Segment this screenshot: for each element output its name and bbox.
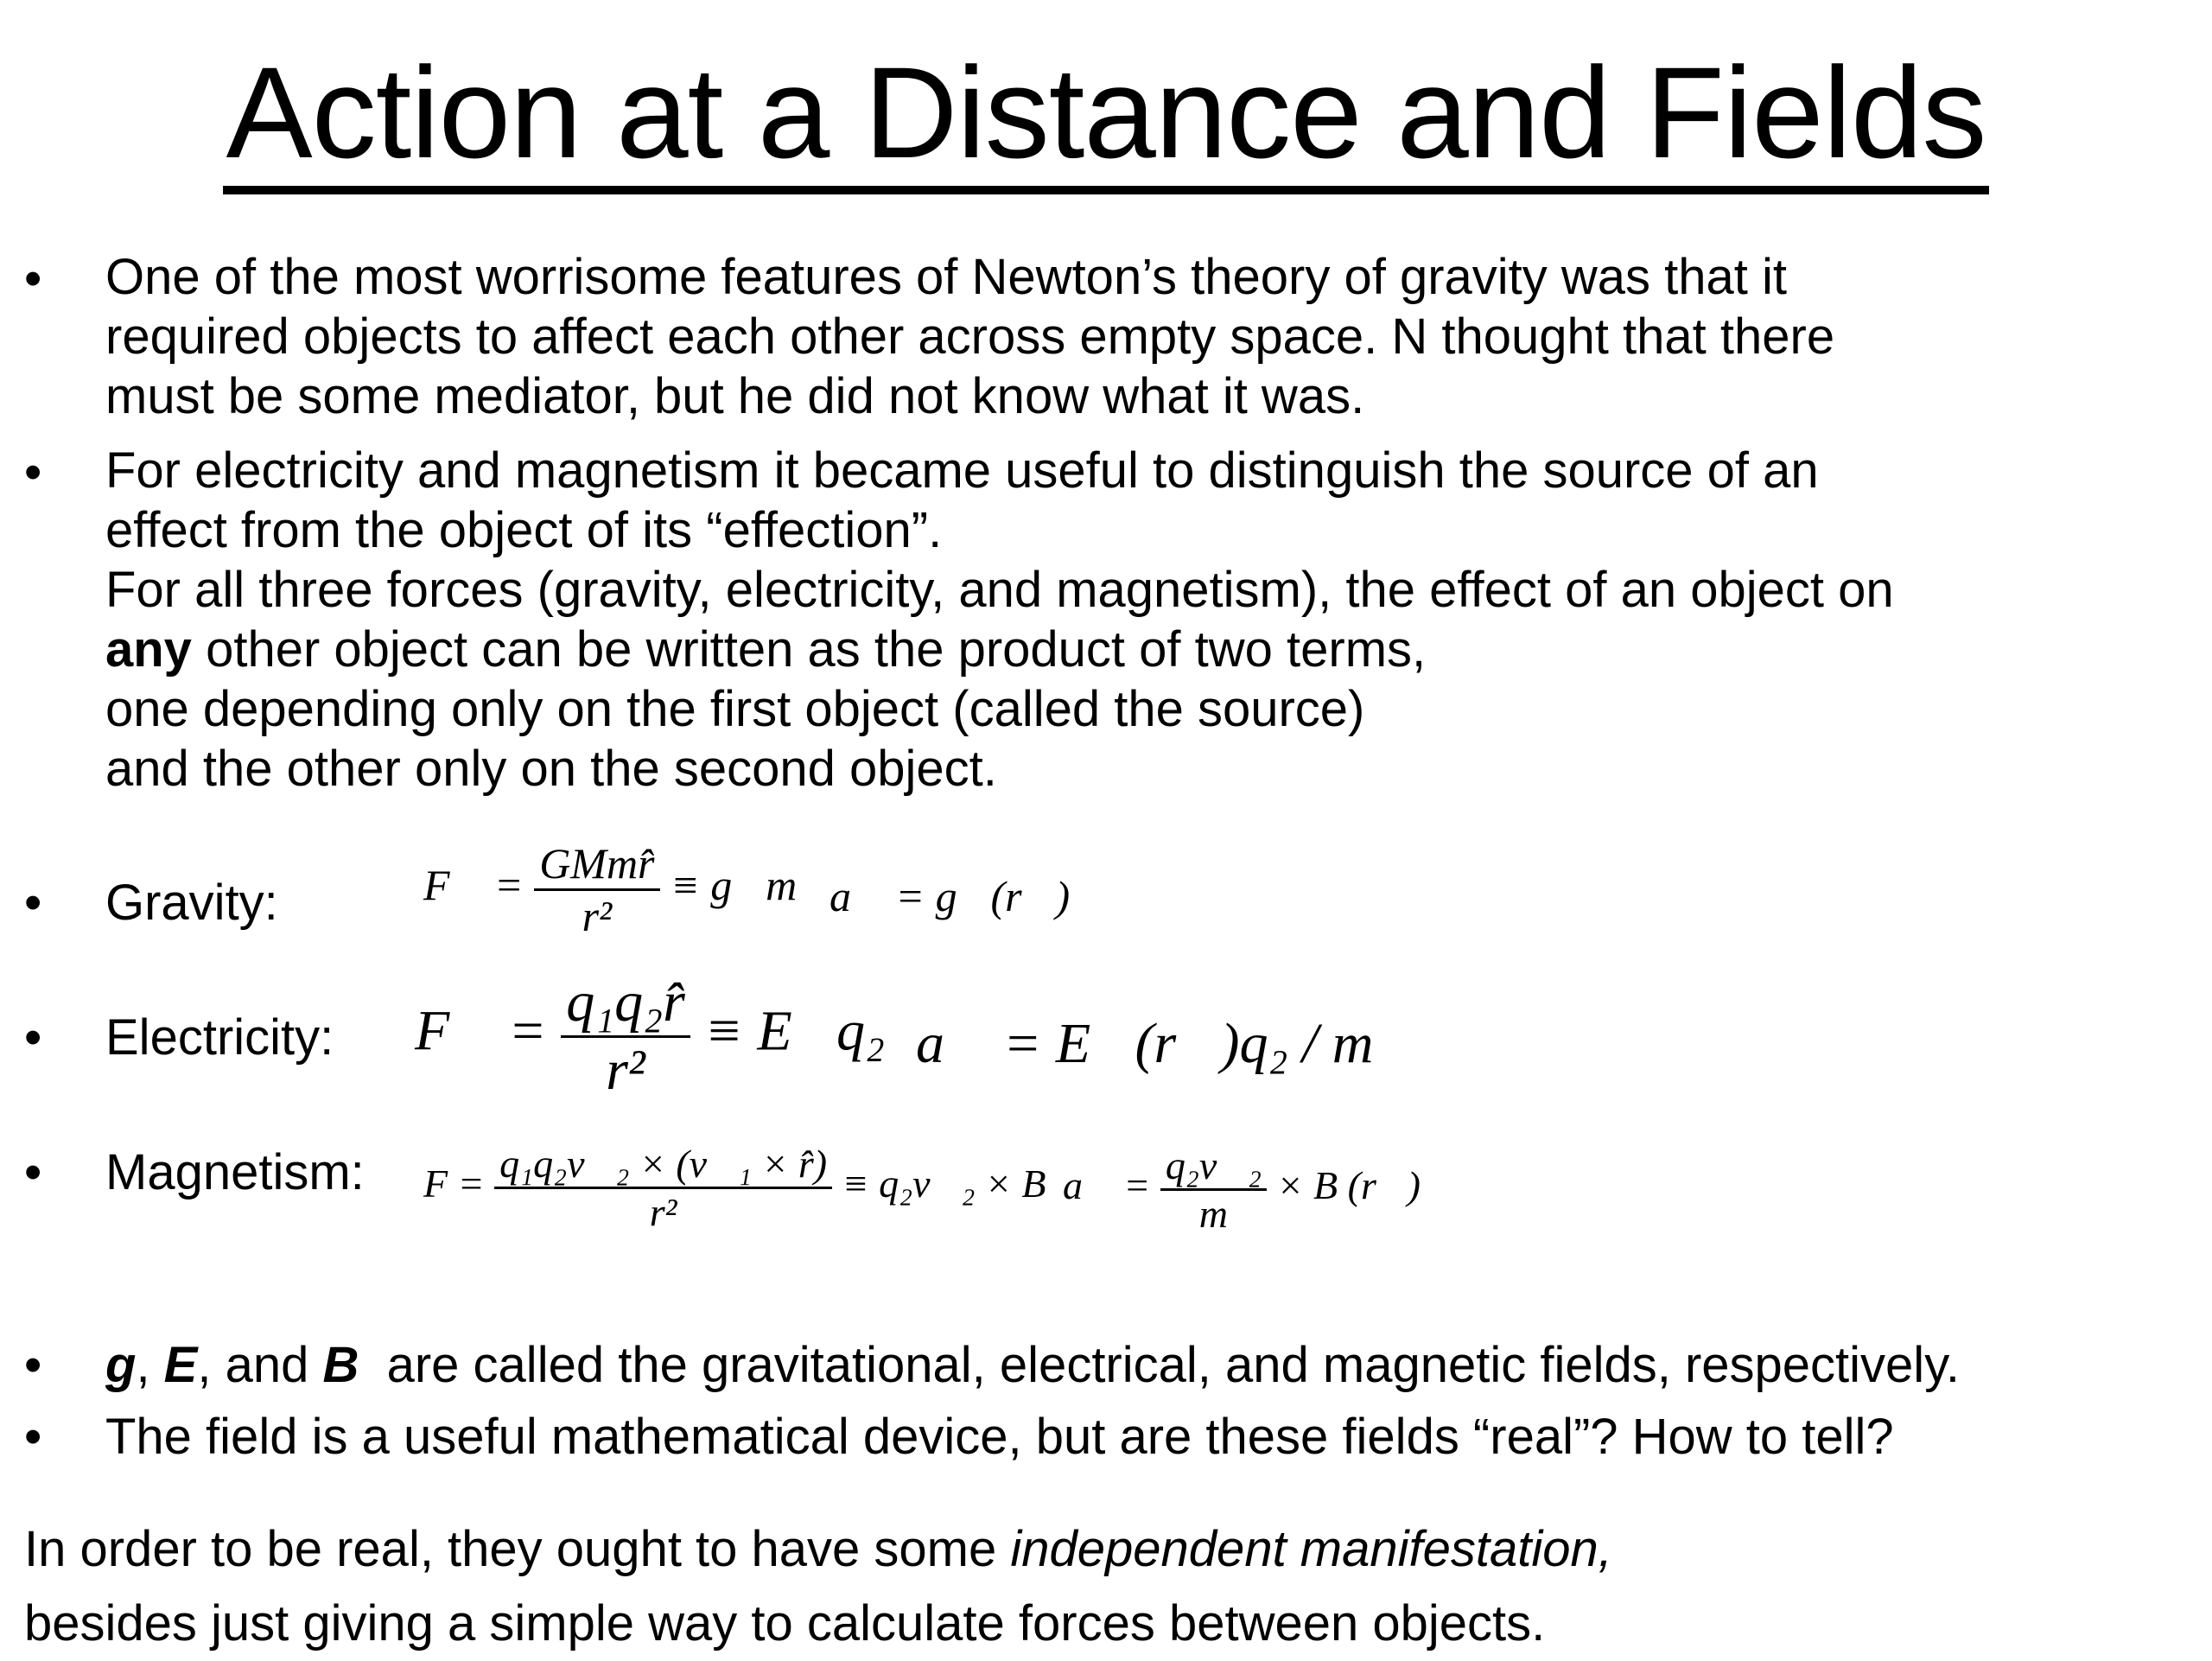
- gravity-force-rhs: ≡ g⃗m: [671, 860, 798, 909]
- gravity-fraction-numerator: GMmr̂: [539, 839, 655, 888]
- gravity-fraction: [534, 838, 659, 941]
- electricity-force-lhs: F⃗ =: [415, 999, 547, 1063]
- gravity-label: Gravity:: [105, 875, 278, 931]
- gravity-fraction-denominator: r²: [534, 888, 659, 941]
- slide-title-text: Action at a Distance and Fields: [223, 41, 1990, 194]
- closing-line-2: besides just giving a simple way to calculate forces between objects.: [24, 1595, 1546, 1651]
- magnetism-accel-denominator: m: [1160, 1188, 1267, 1237]
- gravity-acceleration-equation: a⃗ = g⃗(r⃗): [830, 872, 1071, 920]
- magnetism-label: Magnetism:: [105, 1144, 365, 1200]
- field-symbol-e: E: [163, 1337, 198, 1393]
- magnetism-force-rhs: ≡ q₂v⃗₂ × B: [842, 1161, 1046, 1206]
- magnetism-fraction: [494, 1141, 832, 1235]
- magnetism-acceleration-equation: [1063, 1142, 1421, 1237]
- electricity-fraction-denominator: r²: [561, 1035, 690, 1104]
- electricity-fraction-numerator: q₁q₂r̂: [566, 971, 685, 1034]
- closing-paragraph: [24, 1512, 1612, 1661]
- bullet-dot: •: [24, 1409, 42, 1465]
- bullet-1-line-1: One of the most worrisome features of Newton’s theory of gravity was that it: [105, 249, 1788, 305]
- fields-separator-2: , and: [197, 1337, 323, 1393]
- bullet-2-line-4: [105, 620, 1894, 679]
- bullet-1-line-2: required objects to affect each other across empty space. N thought that there: [105, 309, 1835, 365]
- bullet-dot: •: [24, 1337, 42, 1393]
- magnetism-force-equation: [423, 1141, 1046, 1235]
- closing-line-1-text: In order to be real, they ought to have some: [24, 1521, 1011, 1577]
- magnetism-accel-rhs: × B (r⃗): [1276, 1163, 1421, 1208]
- electricity-fraction: [561, 970, 690, 1104]
- emphasis-any: any: [105, 621, 192, 678]
- magnetism-force-lhs: F =: [423, 1161, 485, 1206]
- bullet-1-line-3: must be some mediator, but he did not know what it was.: [105, 368, 1365, 424]
- bullet-dot: •: [24, 1144, 42, 1200]
- fields-bullet-rest: are called the gravitational, electrical, and magnetic fields, respectively.: [359, 1337, 1961, 1393]
- closing-line-1: [24, 1512, 1612, 1587]
- magnetism-accel-fraction: [1160, 1142, 1267, 1237]
- magnetism-fraction-denominator: r²: [494, 1187, 832, 1235]
- bullet-2-line-5: one depending only on the first object (called the source): [105, 681, 1365, 737]
- bullet-dot: •: [24, 875, 42, 931]
- electricity-force-equation: [415, 970, 885, 1104]
- gravity-force-lhs: F⃗ =: [423, 860, 524, 909]
- bullet-dot: •: [24, 1009, 42, 1066]
- bullet-2-line-4-rest: other object can be written as the product of two terms,: [191, 621, 1427, 678]
- electricity-acceleration-equation: a⃗ = E⃗(r⃗)q₂ / m: [916, 1012, 1374, 1075]
- magnetism-fraction-numerator: q₁q₂v⃗₂ × (v⃗₁ × r̂): [499, 1142, 828, 1186]
- bullet-2-line-6: and the other only on the second object.: [105, 741, 997, 797]
- bullet-2-line-2: effect from the object of its “effection”.: [105, 502, 943, 558]
- field-symbol-g: g: [105, 1337, 137, 1393]
- bullet-2-line-3: For all three forces (gravity, electricity, and magnetism), the effect of an object on: [105, 562, 1894, 618]
- fields-bullet-text: [105, 1335, 1960, 1395]
- magnetism-accel-numerator: q₂v⃗₂: [1165, 1143, 1262, 1187]
- fields-separator-1: ,: [136, 1337, 164, 1393]
- slide-title: [0, 35, 2212, 194]
- bullet-dot: •: [24, 251, 42, 307]
- gravity-force-equation: [423, 838, 797, 941]
- closing-emphasis: independent manifestation,: [1010, 1521, 1612, 1577]
- electricity-label: Electricity:: [105, 1009, 334, 1066]
- bullet-1-text: [105, 247, 1834, 426]
- magnetism-accel-lhs: a⃗ =: [1063, 1163, 1151, 1208]
- electricity-force-rhs: ≡ E⃗q₂: [704, 999, 885, 1063]
- bullet-2-text: [105, 441, 1894, 799]
- field-symbol-b: B: [322, 1337, 359, 1393]
- real-bullet-text: The field is a useful mathematical device, but are these fields “real”? How to tell?: [105, 1409, 1894, 1465]
- bullet-dot: •: [24, 444, 42, 500]
- bullet-2-line-1: For electricity and magnetism it became useful to distinguish the source of an: [105, 442, 1819, 499]
